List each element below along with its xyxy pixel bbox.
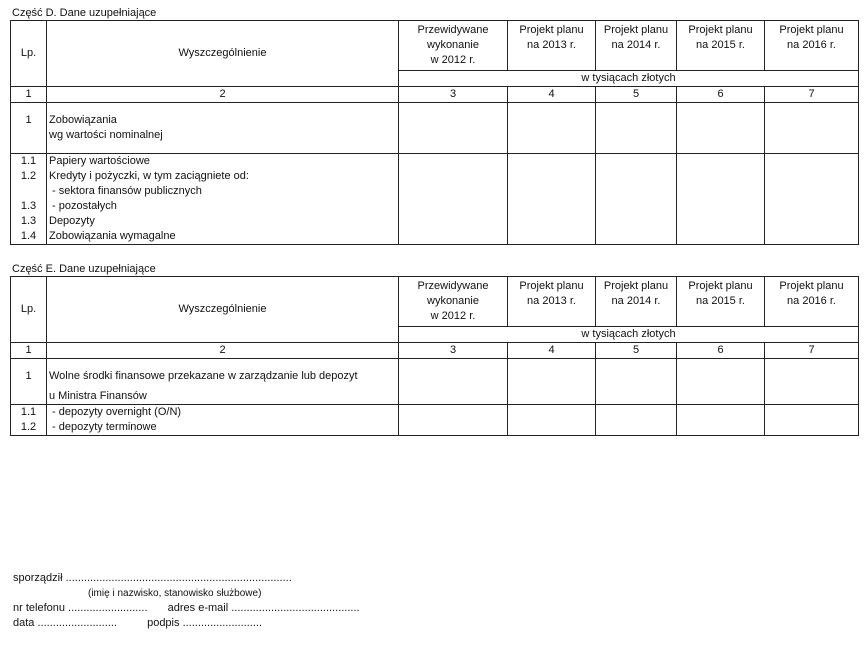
value-cell[interactable] xyxy=(677,359,765,405)
row-description-line2: wg wartości nominalnej xyxy=(49,129,163,141)
col-number: 7 xyxy=(765,343,859,359)
header-description: Wyszczególnienie xyxy=(47,277,399,343)
value-cell[interactable] xyxy=(596,154,677,245)
header-lp: Lp. xyxy=(11,277,47,343)
header-col3 xyxy=(399,21,508,71)
row-description-group xyxy=(47,154,399,245)
row-description: Papiery wartościowe xyxy=(49,155,150,167)
value-cell[interactable] xyxy=(765,103,859,154)
column-numbers-row xyxy=(11,87,859,103)
header-col4 xyxy=(508,21,596,71)
section-e xyxy=(10,262,858,436)
value-cell[interactable] xyxy=(765,154,859,245)
date-field[interactable]: .......................... xyxy=(37,617,117,629)
value-cell[interactable] xyxy=(677,103,765,154)
row-lp: 1.1 xyxy=(20,406,37,418)
header-col3-line2: wykonanie xyxy=(427,39,479,51)
row-description: - sektora finansów publicznych xyxy=(49,185,202,197)
header-col7 xyxy=(765,277,859,327)
value-cell[interactable] xyxy=(508,359,596,405)
row-description: Kredyty i pożyczki, w tym zaciągniete od: xyxy=(49,170,249,182)
header-col7 xyxy=(765,21,859,71)
value-cell[interactable] xyxy=(399,154,508,245)
col-number: 2 xyxy=(47,87,399,103)
header-col5-line1: Projekt planu xyxy=(603,24,669,36)
header-col6-line2: na 2015 r. xyxy=(696,295,745,307)
header-col4-line2: na 2013 r. xyxy=(527,295,576,307)
col-number: 3 xyxy=(399,87,508,103)
header-col5-line2: na 2014 r. xyxy=(611,39,661,51)
col-number: 6 xyxy=(677,87,765,103)
row-lp: 1 xyxy=(11,103,47,154)
header-col4-line2: na 2013 r. xyxy=(527,39,576,51)
table-row xyxy=(11,405,859,436)
header-col3-line1: Przewidywane xyxy=(417,280,489,292)
section-e-table xyxy=(10,276,859,436)
prepared-by-label: sporządził xyxy=(13,572,63,584)
value-cell[interactable] xyxy=(508,154,596,245)
header-col3 xyxy=(399,277,508,327)
value-cell[interactable] xyxy=(677,405,765,436)
table-row xyxy=(11,103,859,154)
row-description: - depozyty overnight (O/N) xyxy=(49,406,182,418)
header-col7-line1: Projekt planu xyxy=(779,24,844,36)
header-col5 xyxy=(596,277,677,327)
value-cell[interactable] xyxy=(508,103,596,154)
header-col3-line3: w 2012 r. xyxy=(430,54,476,66)
section-e-title: Część E. Dane uzupełniające xyxy=(12,263,156,275)
phone-field[interactable]: .......................... xyxy=(68,602,148,614)
header-col6-line2: na 2015 r. xyxy=(696,39,745,51)
section-d-title: Część D. Dane uzupełniające xyxy=(12,7,157,19)
row-lp xyxy=(13,184,44,199)
col-number: 1 xyxy=(11,87,47,103)
header-col5-line1: Projekt planu xyxy=(603,280,669,292)
row-description: - pozostałych xyxy=(49,200,117,212)
row-description: Zobowiązania wymagalne xyxy=(49,230,176,242)
header-description: Wyszczególnienie xyxy=(47,21,399,87)
prepared-by-hint: (imię i nazwisko, stanowisko służbowe) xyxy=(88,588,262,599)
row-description xyxy=(47,359,399,405)
row-description-line2: u Ministra Finansów xyxy=(49,390,147,402)
header-col6 xyxy=(677,21,765,71)
prepared-by-field[interactable]: .......................................................................... xyxy=(65,572,292,584)
header-col6 xyxy=(677,277,765,327)
header-row xyxy=(11,21,859,71)
prepared-by-row xyxy=(13,571,360,586)
contact-row xyxy=(13,601,360,616)
row-lp: 1.2 xyxy=(20,421,37,433)
row-description-line1: Zobowiązania xyxy=(49,114,117,126)
section-d xyxy=(10,6,858,245)
row-lp: 1.3 xyxy=(20,215,37,227)
units-label: w tysiącach złotych xyxy=(399,327,859,343)
email-field[interactable]: .......................................... xyxy=(231,602,360,614)
row-lp: 1.4 xyxy=(20,230,37,242)
table-row xyxy=(11,359,859,405)
col-number: 4 xyxy=(508,87,596,103)
row-lp: 1.1 xyxy=(20,155,37,167)
value-cell[interactable] xyxy=(596,103,677,154)
row-lp: 1.3 xyxy=(20,200,37,212)
signature-field[interactable]: .......................... xyxy=(182,617,263,629)
row-lp-group xyxy=(11,154,47,245)
column-numbers-row xyxy=(11,343,859,359)
row-lp: 1.2 xyxy=(20,170,37,182)
col-number: 5 xyxy=(596,87,677,103)
signature-block xyxy=(13,571,360,631)
date-signature-row xyxy=(13,616,360,631)
value-cell[interactable] xyxy=(399,359,508,405)
phone-label: nr telefonu xyxy=(13,602,65,614)
row-description-group xyxy=(47,405,399,436)
header-col7-line2: na 2016 r. xyxy=(787,295,836,307)
col-number: 7 xyxy=(765,87,859,103)
table-row xyxy=(11,154,859,245)
col-number: 4 xyxy=(508,343,596,359)
col-number: 3 xyxy=(399,343,508,359)
row-description: - depozyty terminowe xyxy=(49,421,157,433)
units-label: w tysiącach złotych xyxy=(399,71,859,87)
value-cell[interactable] xyxy=(399,103,508,154)
header-col3-line2: wykonanie xyxy=(427,295,479,307)
col-number: 1 xyxy=(11,343,47,359)
value-cell[interactable] xyxy=(508,405,596,436)
section-d-table xyxy=(10,20,859,245)
value-cell[interactable] xyxy=(765,405,859,436)
col-number: 2 xyxy=(47,343,399,359)
prepared-by-hint-row xyxy=(13,586,360,601)
value-cell[interactable] xyxy=(399,405,508,436)
header-col7-line2: na 2016 r. xyxy=(787,39,836,51)
email-label: adres e-mail xyxy=(167,602,229,614)
date-label: data xyxy=(13,617,35,629)
header-row xyxy=(11,277,859,327)
value-cell[interactable] xyxy=(765,359,859,405)
header-col6-line1: Projekt planu xyxy=(688,24,753,36)
row-lp: 1 xyxy=(11,359,47,405)
header-lp: Lp. xyxy=(11,21,47,87)
header-col5-line2: na 2014 r. xyxy=(611,295,661,307)
col-number: 5 xyxy=(596,343,677,359)
value-cell[interactable] xyxy=(677,154,765,245)
header-col4-line1: Projekt planu xyxy=(519,280,584,292)
value-cell[interactable] xyxy=(596,359,677,405)
row-lp-group xyxy=(11,405,47,436)
header-col7-line1: Projekt planu xyxy=(779,280,844,292)
row-description: Depozyty xyxy=(49,215,95,227)
signature-label: podpis xyxy=(147,617,180,629)
header-col5 xyxy=(596,21,677,71)
row-description xyxy=(47,103,399,154)
row-description-line1: Wolne środki finansowe przekazane w zarządzanie lub depozyt xyxy=(49,370,358,382)
header-col4 xyxy=(508,277,596,327)
header-col3-line1: Przewidywane xyxy=(417,24,489,36)
header-col4-line1: Projekt planu xyxy=(519,24,584,36)
header-col3-line3: w 2012 r. xyxy=(430,310,476,322)
header-col6-line1: Projekt planu xyxy=(688,280,753,292)
value-cell[interactable] xyxy=(596,405,677,436)
col-number: 6 xyxy=(677,343,765,359)
